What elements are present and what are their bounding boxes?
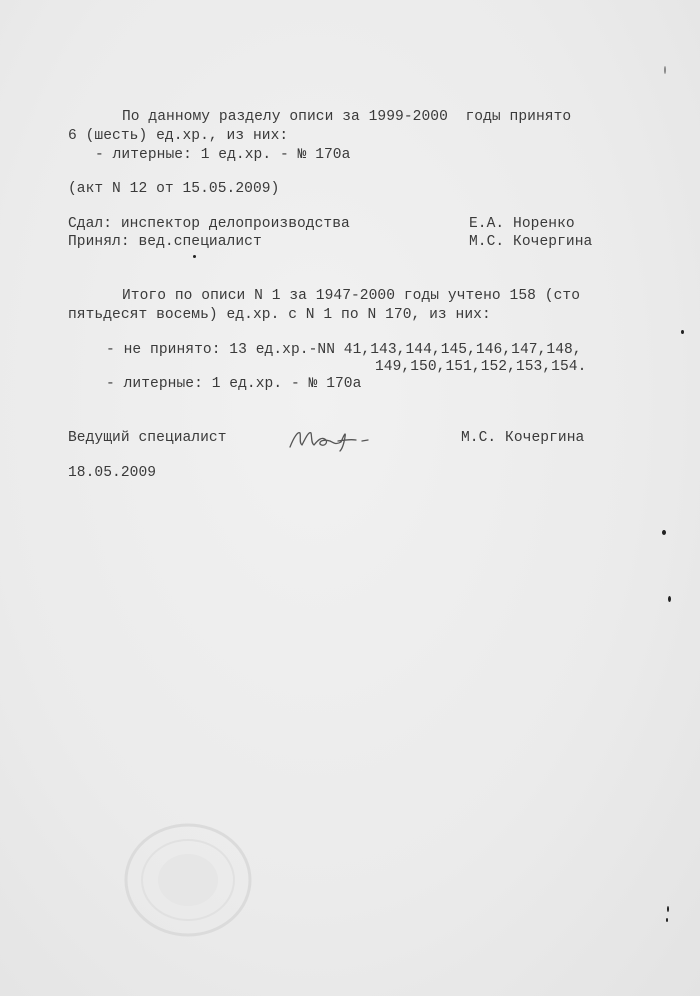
paper-speck — [666, 918, 668, 922]
section-summary-literal-items: - литерные: 1 ед.хр. - № 170а — [95, 147, 351, 163]
received-name: М.С. Кочергина — [469, 234, 593, 250]
literal-items-line: - литерные: 1 ед.хр. - № 170а — [106, 376, 362, 392]
signer-name: М.С. Кочергина — [461, 430, 585, 446]
act-reference: (акт N 12 от 15.05.2009) — [68, 181, 280, 197]
paper-speck — [193, 255, 196, 258]
paper-speck — [662, 530, 666, 535]
handed-over-name: Е.А. Норенко — [469, 216, 575, 232]
inventory-total-line-1: Итого по описи N 1 за 1947-2000 годы учтено 158 (сто — [122, 288, 580, 304]
paper-speck — [667, 906, 669, 912]
signer-position: Ведущий специалист — [68, 430, 227, 446]
paper-speck — [664, 66, 666, 74]
paper-speck — [681, 330, 684, 334]
paper-speck — [668, 596, 671, 602]
handwritten-signature — [286, 423, 376, 453]
signature-date: 18.05.2009 — [68, 465, 157, 481]
not-accepted-line-1: - не принято: 13 ед.хр.-NN 41,143,144,145,146,147,148, — [106, 342, 582, 358]
handed-over-label: Сдал: инспектор делопроизводства — [68, 216, 350, 232]
section-summary-line-2: 6 (шесть) ед.хр., из них: — [68, 128, 289, 144]
not-accepted-line-2: 149,150,151,152,153,154. — [375, 359, 587, 375]
received-label: Принял: вед.специалист — [68, 234, 262, 250]
faded-stamp — [120, 818, 260, 938]
section-summary-line-1: По данному разделу описи за 1999-2000 годы принято — [122, 109, 572, 125]
inventory-total-line-2: пятьдесят восемь) ед.хр. с N 1 по N 170, из них: — [68, 307, 491, 323]
